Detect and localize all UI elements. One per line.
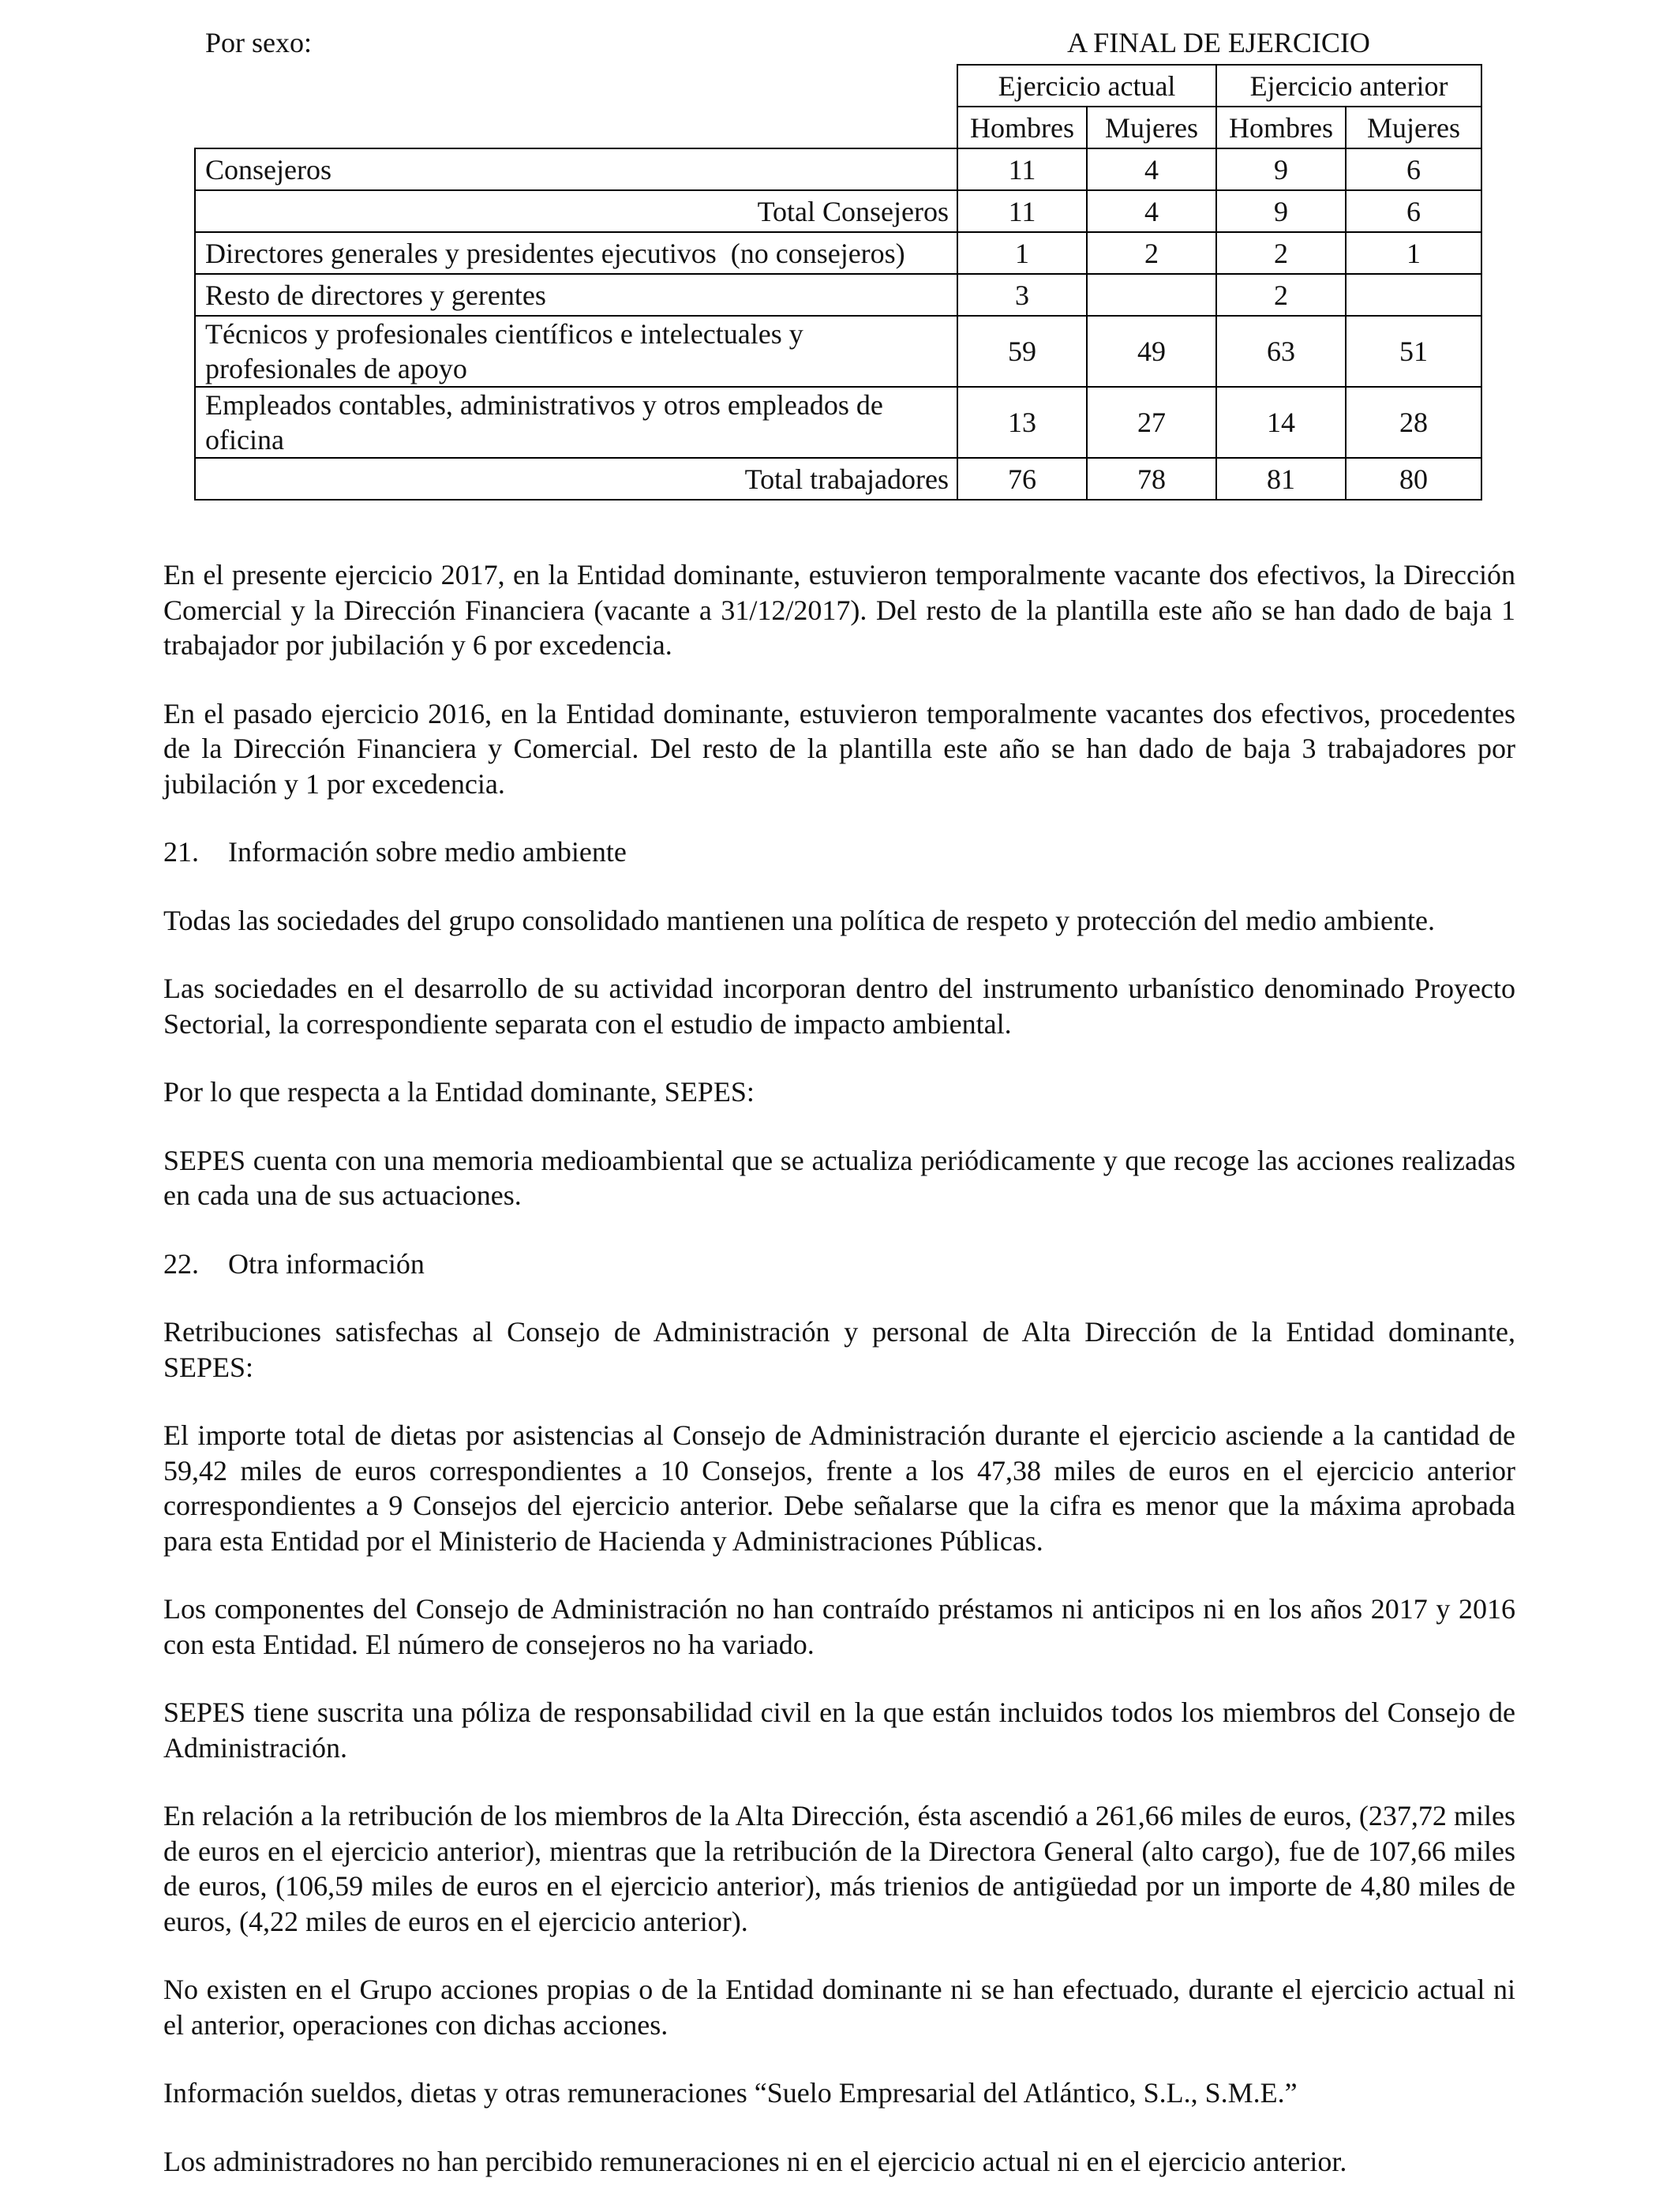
row-label: Consejeros [195,148,957,190]
table-header-final-ejercicio: A FINAL DE EJERCICIO [1067,27,1370,58]
row-label: Resto de directores y gerentes [195,274,957,316]
row-label: Técnicos y profesionales científicos e intelectuales y profesionales de apoyo [195,316,957,387]
section-heading-22 [163,1247,1515,1282]
paragraph: Las sociedades en el desarrollo de su actividad incorporan dentro del instrumento urbanístico denominado Proyecto Sectorial, la correspondiente separata con el estudio de impacto ambiental. [163,973,1515,1040]
cell-value: 2 [1216,274,1346,316]
section-title: Información sobre medio ambiente [228,836,627,868]
cell-value: 28 [1346,387,1481,458]
table-row-total [195,458,1481,500]
table-row [195,387,1481,458]
paragraph: Por lo que respecta a la Entidad dominante, SEPES: [163,1076,755,1108]
cell-value: 2 [1087,232,1216,274]
paragraph: El importe total de dietas por asistencias al Consejo de Administración durante el ejercicio asciende a la cantidad de 59,42 miles de euros correspondientes a 10 Consejos, frente a los 47,38 miles de euros en el ejercicio anterior correspondientes a 9 Consejos del ejercicio anterior. Debe señalarse que la cifra es menor que la máxima aprobada para esta Entidad por el Ministerio de Hacienda y Administraciones Públicas. [163,1419,1515,1557]
paragraph: En el presente ejercicio 2017, en la Entidad dominante, estuvieron temporalmente vacante dos efectivos, la Dirección Comercial y la Dirección Financiera (vacante a 31/12/2017). Del resto de la plantilla este año se han dado de baja 1 trabajador por jubilación y 6 por excedencia. [163,559,1515,661]
cell-value: 4 [1087,190,1216,232]
cell-value: 6 [1346,148,1481,190]
section-number: 22. [163,1247,199,1280]
cell-value: 59 [957,316,1087,387]
table-row [195,190,1481,232]
cell-value: 9 [1216,190,1346,232]
section-number: 21. [163,836,199,868]
header-ejercicio-anterior: Ejercicio anterior [1216,65,1481,107]
table-row [195,274,1481,316]
cell-value [1087,274,1216,316]
row-label: Empleados contables, administrativos y otros empleados de oficina [195,387,957,458]
cell-value: 80 [1346,458,1481,500]
cell-value: 2 [1216,232,1346,274]
cell-value: 13 [957,387,1087,458]
paragraph: SEPES tiene suscrita una póliza de responsabilidad civil en la que están incluidos todos los miembros del Consejo de Administración. [163,1696,1515,1764]
table-row [195,232,1481,274]
header-hombres-anterior: Hombres [1216,107,1346,148]
cell-value: 14 [1216,387,1346,458]
cell-value: 1 [957,232,1087,274]
row-label: Total trabajadores [195,458,957,500]
cell-value: 63 [1216,316,1346,387]
cell-value: 81 [1216,458,1346,500]
paragraph: En relación a la retribución de los miembros de la Alta Dirección, ésta ascendió a 261,66 miles de euros, (237,72 miles de euros en el ejercicio anterior), mientras que la retribución de la Directora General (alto cargo), fue de 107,66 miles de euros, (106,59 miles de euros en el ejercicio anterior), más trienios de antigüedad por un importe de 4,80 miles de euros, (4,22 miles de euros en el ejercicio anterior). [163,1800,1515,1937]
header-hombres-actual: Hombres [957,107,1087,148]
header-mujeres-anterior: Mujeres [1346,107,1481,148]
table-header-row-sex [195,107,1481,148]
table-header-row-periods [195,65,1481,107]
table-caption-por-sexo: Por sexo: [205,27,312,58]
cell-value: 6 [1346,190,1481,232]
row-label: Directores generales y presidentes ejecutivos (no consejeros) [195,232,957,274]
cell-value: 11 [957,190,1087,232]
cell-value: 3 [957,274,1087,316]
paragraph: En el pasado ejercicio 2016, en la Entidad dominante, estuvieron temporalmente vacantes dos efectivos, procedentes de la Dirección Financiera y Comercial. Del resto de la plantilla este año se han dado de baja 3 trabajadores por jubilación y 1 por excedencia. [163,697,1515,800]
cell-value: 51 [1346,316,1481,387]
paragraph: No existen en el Grupo acciones propias o de la Entidad dominante ni se han efectuado, durante el ejercicio actual ni el anterior, operaciones con dichas acciones. [163,1974,1515,2041]
row-label: Total Consejeros [195,190,957,232]
cell-value: 27 [1087,387,1216,458]
cell-value: 9 [1216,148,1346,190]
cell-value [1346,274,1481,316]
table-row [195,148,1481,190]
table-row [195,316,1481,387]
cell-value: 76 [957,458,1087,500]
header-ejercicio-actual: Ejercicio actual [957,65,1216,107]
staff-by-sex-table [194,64,1482,501]
paragraph: Todas las sociedades del grupo consolidado mantienen una política de respeto y protección del medio ambiente. [163,904,1435,936]
header-mujeres-actual: Mujeres [1087,107,1216,148]
cell-value: 11 [957,148,1087,190]
body-text [163,557,1515,2212]
cell-value: 78 [1087,458,1216,500]
paragraph: Los administradores no han percibido remuneraciones ni en el ejercicio actual ni en el ejercicio anterior. [163,2145,1347,2177]
section-heading-21 [163,834,1515,870]
paragraph: SEPES cuenta con una memoria medioambiental que se actualiza periódicamente y que recoge las acciones realizadas en cada una de sus actuaciones. [163,1144,1515,1211]
cell-value: 49 [1087,316,1216,387]
section-title: Otra información [228,1247,425,1280]
paragraph: Información sueldos, dietas y otras remuneraciones “Suelo Empresarial del Atlántico, S.L., S.M.E.” [163,2077,1298,2109]
cell-value: 1 [1346,232,1481,274]
paragraph: Retribuciones satisfechas al Consejo de Administración y personal de Alta Dirección de la Entidad dominante, SEPES: [163,1316,1515,1383]
paragraph: Los componentes del Consejo de Administración no han contraído préstamos ni anticipos ni en los años 2017 y 2016 con esta Entidad. El número de consejeros no ha variado. [163,1593,1515,1660]
cell-value: 4 [1087,148,1216,190]
